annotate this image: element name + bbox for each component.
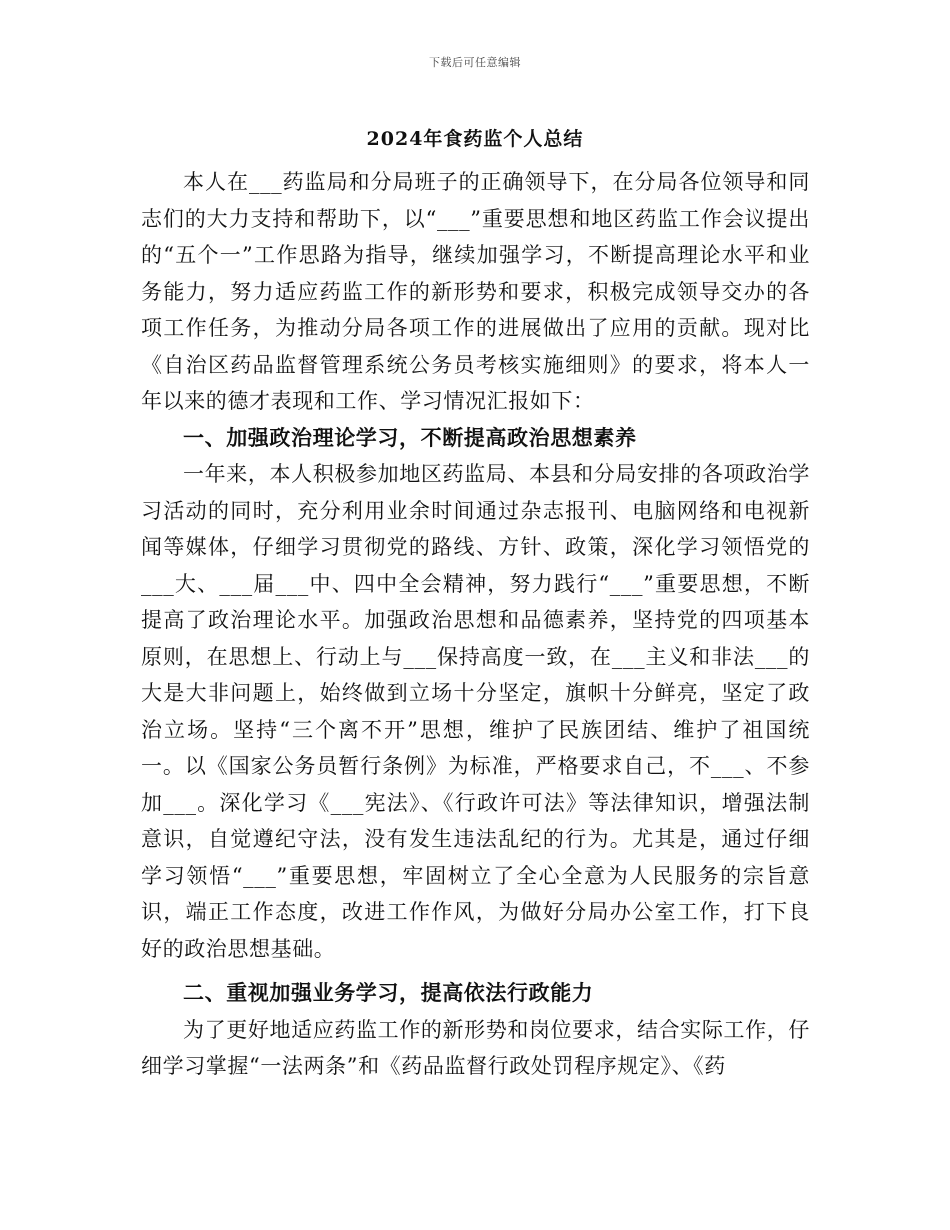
section-1-heading: 一、加强政治理论学习，不断提高政治思想素养 (183, 424, 637, 450)
section-2-paragraph: 为了更好地适应药监工作的新形势和岗位要求，结合实际工作，仔细学习掌握“一法两条”和《药品监督行政处罚程序规定》、《药 (141, 1017, 810, 1078)
page-header-note: 下载后可任意编辑 (429, 56, 521, 69)
section-1-paragraph: 一年来，本人积极参加地区药监局、本县和分局安排的各项政治学习活动的同时，充分利用业余时间通过杂志报刊、电脑网络和电视新闻等媒体，仔细学习贯彻党的路线、方针、政策，深化学习领悟党的___大、___届___中、四中全会精神，努力践行“___”重要思想，不断提高了政治理论水平。加强政治思想和品德素养，坚持党的四项基本原则，在思想上、行动上与___保持高度一致，在___主义和非法___的大是大非问题上，始终做到立场十分坚定，旗帜十分鲜亮，坚定了政治立场。坚持“三个离不开”思想，维护了民族团结、维护了祖国统一。以《国家公务员暂行条例》为标准，严格要求自己，不___、不参加___。深化学习《___宪法》、《行政许可法》等法律知识，增强法制意识，自觉遵纪守法，没有发生违法乱纪的行为。尤其是，通过仔细学习领悟“___”重要思想，牢固树立了全心全意为人民服务的宗旨意识，端正工作态度，改进工作作风，为做好分局办公室工作，打下良好的政治思想基础。 (141, 462, 810, 961)
intro-paragraph: 本人在___药监局和分局班子的正确领导下，在分局各位领导和同志们的大力支持和帮助下，以“___”重要思想和地区药监工作会议提出的“五个一”工作思路为指导，继续加强学习，不断提高理论水平和业务能力，努力适应药监工作的新形势和要求，积极完成领导交办的各项工作任务，为推动分局各项工作的进展做出了应用的贡献。现对比《自治区药品监督管理系统公务员考核实施细则》的要求，将本人一年以来的德才表现和工作、学习情况汇报如下： (141, 170, 810, 413)
section-spacer (141, 967, 810, 975)
document-body (141, 164, 810, 1085)
section-2-heading: 二、重视加强业务学习，提高依法行政能力 (183, 980, 594, 1005)
document-title: 2024年食药监个人总结 (366, 128, 584, 150)
